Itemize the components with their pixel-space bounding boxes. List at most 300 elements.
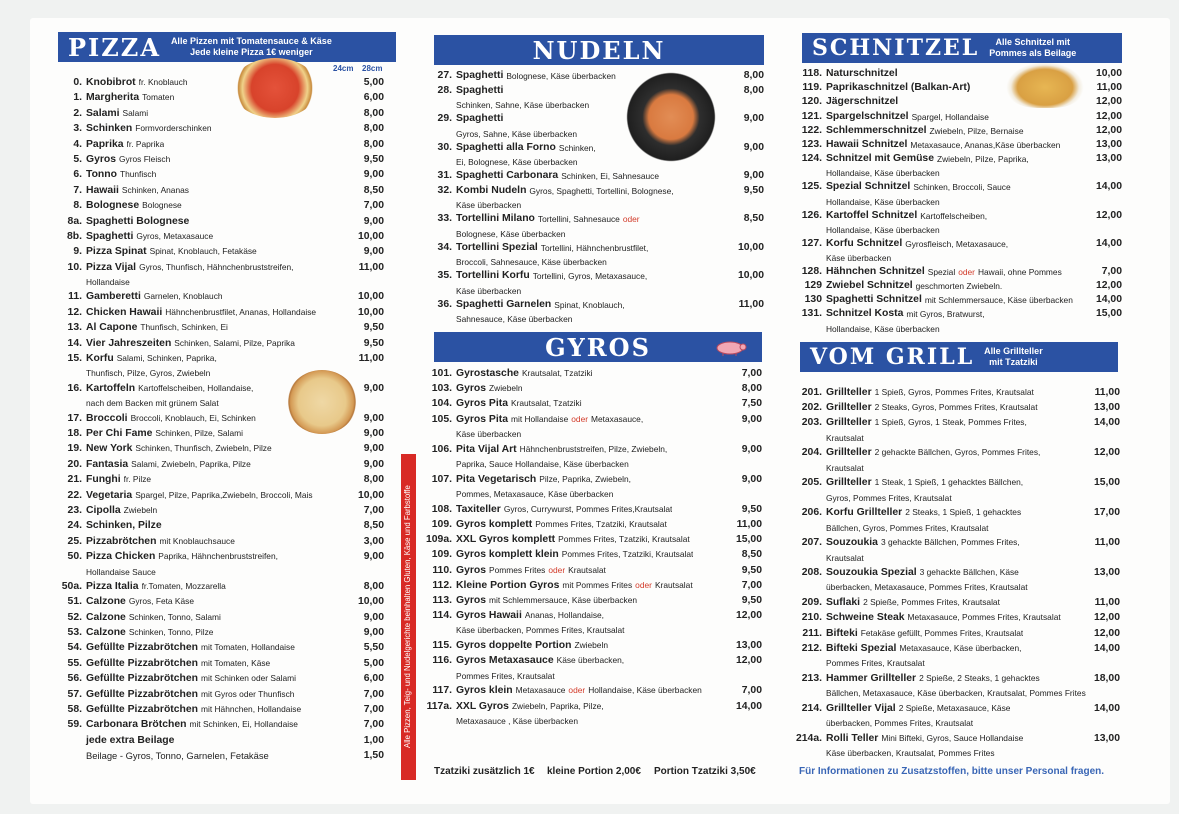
grill-item-number: 208. — [801, 567, 822, 579]
pizza-item-price: 1,50 — [363, 750, 384, 762]
pizza-title: PIZZA — [68, 32, 161, 62]
nudeln-item-name: Tortellini Milano — [456, 213, 535, 224]
schnitzel-item-description-cont: Hollandaise, Käse überbacken — [826, 168, 940, 179]
nudeln-item — [424, 112, 764, 127]
pizza-item-price: 9,00 — [363, 611, 384, 623]
schnitzel-item-name: Schnitzel Kosta — [826, 308, 904, 320]
gyros-item-price: 9,50 — [741, 503, 762, 515]
grill-item — [792, 505, 1120, 520]
nudeln-item — [424, 141, 764, 156]
pizza-item-number: 10. — [67, 261, 82, 273]
grill-item-description-cont: Bällchen, Gyros, Pommes Frites, Krautsalat — [826, 522, 989, 533]
nudeln-item-price: 8,50 — [743, 213, 764, 224]
grill-item-description-cont: Krautsalat — [826, 462, 864, 473]
pizza-item-price: 11,00 — [358, 261, 384, 273]
pizza-item-name: Salami — [86, 107, 120, 119]
grill-title: VOM GRILL — [810, 344, 975, 370]
schnitzel-item-description: Spargel, Hollandaise — [911, 111, 989, 122]
pizza-item-number: 21. — [67, 474, 82, 486]
gyros-item — [420, 683, 762, 698]
nudeln-item-description-cont: Broccoli, Sahnesauce, Käse überbacken — [456, 257, 607, 267]
pizza-item-description: mit Schinken oder Salami — [201, 673, 296, 684]
gyros-item-description-2: Krautsalat — [654, 579, 693, 590]
nudeln-item-description-cont: Käse überbacken — [456, 200, 522, 210]
pizza-item — [58, 411, 384, 426]
pizza-item-description: Tomaten — [142, 92, 175, 103]
schnitzel-item-number: 128. — [801, 265, 822, 277]
pizza-subtitle: Alle Pizzen mit Tomatensauce & Käse Jede kleine Pizza 1€ weniger — [170, 36, 332, 57]
pizza-item-description: Schinken, Thunfisch, Zwiebeln, Pilze — [135, 443, 272, 454]
schnitzel-item-price: 12,00 — [1095, 280, 1122, 292]
pizza-item — [58, 534, 384, 549]
gyros-item-price: 7,50 — [741, 398, 762, 410]
pizza-item-price: 9,00 — [363, 551, 384, 563]
nudeln-item-price: 9,00 — [743, 141, 764, 153]
gyros-item-name: Gyros — [456, 383, 487, 395]
grill-item-number: 202. — [801, 402, 822, 414]
pizza-item-number: 0. — [73, 77, 82, 88]
pizza-item-name: Gefüllte Pizzabrötchen — [86, 657, 199, 669]
pizza-item-description: Schinken, Salami, Pilze, Paprika — [174, 337, 295, 348]
schnitzel-item-number: 127. — [801, 237, 822, 249]
gyros-item-number: 112. — [432, 579, 452, 591]
gyros-item-description: Zwiebeln — [574, 640, 608, 651]
schnitzel-item-name: Paprikaschnitzel (Balkan-Art) — [826, 82, 971, 94]
pizza-item-price: 9,50 — [363, 153, 384, 165]
pizza-item-description: fr.Tomaten, Mozzarella — [141, 580, 226, 591]
pizza-item-description: Schinken, Tonno, Pilze — [128, 627, 214, 638]
pizza-item-number: 19. — [67, 443, 82, 455]
pizza-item-number: 55. — [67, 657, 82, 669]
pizza-item-name: Pizza Italia — [86, 580, 139, 592]
schnitzel-item-or: oder — [958, 266, 975, 277]
pizza-item — [58, 198, 384, 213]
pizza-item — [58, 75, 384, 90]
nudeln-item-description: Schinken, — [558, 142, 596, 153]
gyros-item-number: 105. — [431, 413, 452, 425]
nudeln-item-price: 8,00 — [743, 70, 764, 81]
gyros-item-or: oder — [568, 685, 586, 696]
pizza-item-number: 22. — [67, 489, 82, 501]
pizza-item-number: 2. — [73, 107, 82, 119]
pizza-item-description: Kartoffelscheiben, Hollandaise, — [138, 382, 254, 393]
gyros-item-description: Käse überbacken, — [556, 655, 625, 666]
grill-item-name: Grillteller Vijal — [826, 702, 896, 714]
schnitzel-item — [798, 237, 1122, 251]
gyros-item-price: 12,00 — [735, 610, 762, 622]
schnitzel-item-name: Schlemmerschnitzel — [826, 124, 927, 136]
pizza-item-name: Carbonara Brötchen — [86, 719, 187, 731]
pizza-item-description: mit Tomaten, Hollandaise — [201, 642, 295, 653]
pizza-item-name: Al Capone — [86, 322, 138, 334]
grill-item-price: 12,00 — [1093, 447, 1120, 459]
pizza-item-name: Korfu — [86, 353, 114, 365]
pizza-header — [58, 32, 396, 62]
pizza-item — [58, 671, 384, 686]
grill-item-number: 206. — [801, 507, 822, 519]
pizza-item-name: Calzone — [86, 611, 126, 623]
gyros-item-description: Metaxasauce — [515, 685, 566, 696]
nudeln-item-description-cont: Bolognese, Käse überbacken — [456, 228, 566, 239]
gyros-item — [420, 366, 762, 381]
tzatziki-portion: Portion Tzatziki 3,50€ — [654, 766, 756, 777]
pizza-item-number: 18. — [67, 427, 82, 439]
pizza-item-description: mit Knoblauchsauce — [159, 535, 235, 546]
gyros-item — [420, 578, 762, 593]
pizza-item-name: Gefüllte Pizzabrötchen — [86, 642, 199, 654]
pizza-item-price: 10,00 — [357, 596, 384, 608]
gyros-item-price: 15,00 — [735, 534, 762, 546]
schnitzel-item-name: Kartoffel Schnitzel — [826, 209, 918, 221]
pizza-item-name: Gefüllte Pizzabrötchen — [86, 704, 199, 716]
gyros-item-name: Gyros komplett klein — [456, 549, 559, 561]
pizza-item-price: 9,00 — [363, 627, 384, 639]
pizza-item-name: Schinken, Pilze — [86, 520, 162, 532]
gyros-item-description-cont: Metaxasauce , Käse überbacken — [456, 715, 578, 726]
tzatziki-small: kleine Portion 2,00€ — [547, 766, 641, 777]
gyros-item-description-cont: Pommes, Metaxasauce, Käse überbacken — [456, 488, 614, 499]
pizza-item-description-cont: Thunfisch, Pilze, Gyros, Zwiebeln — [86, 368, 211, 379]
schnitzel-item — [798, 110, 1122, 124]
pizza-item-name: Gefüllte Pizzabrötchen — [86, 673, 199, 685]
gyros-item-name: Kleine Portion Gyros — [456, 579, 560, 591]
gyros-item-number: 106. — [431, 443, 452, 455]
gyros-item-number: 107. — [431, 473, 452, 485]
gyros-item-price: 9,00 — [741, 413, 762, 425]
pizza-item-description: Gyros, Thunfisch, Hähnchenbruststreifen, — [139, 261, 294, 272]
pizza-item — [58, 610, 384, 625]
schnitzel-item — [798, 307, 1122, 321]
nudeln-item-name: Spaghetti — [456, 113, 504, 124]
pizza-item-description: Gyros, Feta Käse — [128, 596, 195, 607]
gyros-item-price: 9,00 — [741, 443, 762, 455]
grill-item — [792, 731, 1120, 746]
gyros-item-number: 109. — [431, 549, 452, 561]
pizza-item-price: 8,00 — [363, 474, 384, 486]
schnitzel-item-number: 118. — [802, 68, 822, 79]
pizza-item-price: 9,50 — [363, 337, 384, 349]
gyros-item-number: 110. — [432, 564, 452, 576]
schnitzel-item-name: Spezial Schnitzel — [826, 181, 911, 193]
pizza-item-number: 9. — [73, 246, 82, 258]
schnitzel-item-name: Hawaii Schnitzel — [826, 138, 908, 150]
gyros-item-price: 9,50 — [741, 594, 762, 606]
gyros-item-description: mit Hollandaise — [510, 413, 569, 424]
gyros-item — [420, 547, 762, 562]
gyros-item-number: 115. — [432, 640, 452, 652]
pizza-item-name: Bolognese — [86, 200, 140, 212]
grill-item-price: 13,00 — [1093, 567, 1120, 579]
pizza-item-price: 7,00 — [363, 688, 384, 700]
pizza-item-number: 4. — [73, 138, 82, 150]
grill-item-description: 2 Spieße, Pommes Frites, Krautsalat — [863, 597, 1000, 608]
pizza-item-price: 10,00 — [357, 291, 384, 303]
nudeln-item-description: Gyros, Spaghetti, Tortellini, Bolognese, — [529, 185, 674, 196]
pizza-item-description: mit Schinken, Ei, Hollandaise — [189, 719, 298, 730]
gyros-item-description: Krautsalat, Tzatziki — [521, 368, 593, 378]
nudeln-item-name: Spaghetti — [456, 84, 504, 96]
schnitzel-item-price: 14,00 — [1095, 181, 1122, 193]
gyros-item-description-cont: Pommes Frites, Krautsalat — [456, 670, 555, 681]
schnitzel-item-number: 124. — [801, 153, 822, 165]
pizza-item — [58, 518, 384, 533]
grill-item-number: 212. — [801, 642, 822, 654]
pizza-item-description: Salami — [122, 107, 149, 118]
pizza-item-number: 7. — [73, 184, 82, 196]
grill-item-name: Souzoukia Spezial — [826, 567, 917, 579]
nudeln-item-number: 33. — [437, 213, 452, 224]
pizza-item-description: Bolognese — [142, 200, 182, 211]
pizza-item-description: mit Tomaten, Käse — [201, 657, 271, 668]
schnitzel-item-price: 10,00 — [1095, 68, 1122, 79]
gyros-item-price: 13,00 — [735, 640, 762, 652]
nudeln-item-number: 27. — [437, 70, 452, 81]
grill-subtitle: Alle Grillteller mit Tzatziki — [984, 346, 1043, 367]
pizza-item-price: 8,00 — [363, 107, 384, 119]
grill-item-price: 12,00 — [1093, 612, 1120, 624]
grill-item-description-cont: Bällchen, Metaxasauce, Käse überbacken, Krautsalat, Pommes Frites — [826, 688, 1086, 699]
schnitzel-item — [798, 265, 1122, 279]
schnitzel-item-description-cont: Hollandaise, Käse überbacken — [826, 224, 940, 235]
gyros-item-price: 9,00 — [741, 473, 762, 485]
gyros-item-number: 117a. — [426, 700, 452, 712]
pizza-item — [58, 244, 384, 259]
nudeln-item — [424, 169, 764, 184]
gyros-item-or: oder — [571, 413, 589, 424]
gyros-item — [420, 563, 762, 578]
pizza-item-number: 8b. — [66, 230, 82, 242]
nudeln-list — [424, 69, 764, 326]
schnitzel-item-description-2: Hawaii, ohne Pommes — [977, 266, 1062, 277]
nudeln-item-description-cont: Ei, Bolognese, Käse überbacken — [456, 157, 578, 167]
pizza-item-number: 25. — [67, 535, 82, 547]
grill-item-description-cont: Käse überbacken, Krautsalat, Pommes Frites — [826, 747, 995, 758]
grill-item-description-cont: überbacken, Metaxasauce, Pommes Frites, Krautsalat — [826, 582, 1028, 593]
pizza-item — [58, 733, 384, 748]
gyros-item-number: 104. — [431, 398, 452, 410]
nudeln-item-name: Spaghetti Carbonara — [456, 170, 559, 181]
grill-item-name: Grillteller — [826, 417, 872, 429]
schnitzel-item — [798, 67, 1122, 81]
pizza-item-name: Fantasia — [86, 458, 129, 470]
gyros-item-price: 7,00 — [741, 685, 762, 697]
gyros-item-price: 9,50 — [741, 564, 762, 576]
schnitzel-item-number: 126. — [801, 209, 822, 221]
gyros-item-name: Gyros — [456, 564, 487, 576]
pizza-item-description: Schinken, Pilze, Salami — [155, 427, 243, 438]
schnitzel-item — [798, 293, 1122, 307]
gyros-item — [420, 593, 762, 608]
gyros-item-description: Zwiebeln — [489, 383, 523, 394]
gyros-item-description-cont: Käse überbacken — [456, 428, 522, 439]
pizza-item-price: 9,00 — [363, 427, 384, 439]
grill-item-description: 2 Steaks, Gyros, Pommes Frites, Krautsalat — [874, 402, 1038, 413]
gyros-item-name: Taxiteller — [456, 503, 501, 515]
pizza-item-description: Zwiebeln — [123, 504, 158, 515]
schnitzel-item-description: Gyrosfleisch, Metaxasauce, — [905, 238, 1009, 249]
nudeln-item-number: 31. — [437, 170, 452, 181]
pizza-item-number: 58. — [67, 704, 82, 716]
schnitzel-item-description: mit Gyros, Bratwurst, — [906, 309, 985, 320]
pizza-item-price: 6,00 — [363, 92, 384, 104]
pizza-item-price: 9,00 — [363, 382, 384, 394]
pizza-item-description: fr. Pilze — [123, 474, 152, 485]
pizza-item — [58, 625, 384, 640]
nudeln-item-name: Tortellini Spezial — [456, 241, 538, 253]
pizza-item-number: 23. — [67, 504, 82, 516]
pizza-item-number: 17. — [67, 412, 82, 424]
pizza-item-number: 3. — [73, 123, 82, 135]
pizza-item-price: 7,00 — [363, 719, 384, 731]
pizza-item-name: Spaghetti Bolognese — [86, 215, 190, 227]
nudeln-item-price: 10,00 — [737, 241, 764, 253]
nudeln-item-number: 34. — [437, 241, 452, 253]
grill-item-description-cont: Gyros, Pommes Frites, Krautsalat — [826, 492, 952, 503]
pizza-item-description: mit Gyros oder Thunfisch — [201, 688, 295, 699]
pizza-item — [58, 717, 384, 732]
pizza-item-name: Spaghetti — [86, 230, 134, 242]
grill-item — [792, 565, 1120, 580]
grill-item-number: 209. — [801, 597, 822, 609]
pizza-item-number: 14. — [67, 337, 82, 349]
pizza-item-description: Hähnchenbrustfilet, Ananas, Hollandaise — [165, 306, 317, 317]
grill-item — [792, 445, 1120, 460]
grill-item-number: 204. — [801, 447, 822, 459]
schnitzel-item-name: Spaghetti Schnitzel — [826, 294, 922, 306]
gyros-item-number: 103. — [431, 383, 452, 395]
schnitzel-item-description-cont: Käse überbacken — [826, 252, 892, 263]
nudeln-item-number: 35. — [437, 270, 452, 281]
nudeln-item-number: 36. — [437, 298, 452, 310]
pizza-item — [58, 289, 384, 304]
grill-item-description: 1 Spieß, Gyros, 1 Steak, Pommes Frites, — [874, 417, 1027, 428]
gyros-item-name: XXL Gyros — [456, 700, 509, 712]
grill-item-price: 11,00 — [1094, 597, 1120, 609]
pizza-item-number: 57. — [67, 688, 82, 700]
schnitzel-item-number: 123. — [801, 138, 822, 150]
nudeln-header — [434, 35, 764, 65]
gyros-item-price: 7,00 — [741, 579, 762, 591]
pizza-item-price: 10,00 — [357, 489, 384, 501]
pizza-item-name: jede extra Beilage — [86, 734, 175, 746]
schnitzel-item-description: geschmorten Zwiebeln. — [915, 281, 1003, 292]
schnitzel-item — [798, 95, 1122, 109]
pizza-item-price: 8,00 — [363, 138, 384, 150]
grill-item-description: Metaxasauce, Pommes Frites, Krautsalat — [907, 612, 1061, 623]
pizza-item-price: 9,00 — [363, 458, 384, 470]
gyros-item-name: Gyros klein — [456, 685, 513, 697]
pizza-item-number: 51. — [67, 596, 82, 608]
schnitzel-list — [798, 67, 1122, 336]
grill-item-name: Rolli Teller — [826, 732, 879, 744]
grill-item-price: 17,00 — [1093, 507, 1120, 519]
schnitzel-item-number: 121. — [801, 110, 822, 122]
gyros-item-description: Pommes Frites, Tzatziki, Krautsalat — [558, 534, 690, 545]
nudeln-item-name: Spaghetti alla Forno — [456, 141, 556, 153]
pizza-item — [58, 687, 384, 702]
nudeln-item-name: Tortellini Korfu — [456, 270, 530, 281]
grill-item-price: 11,00 — [1094, 387, 1120, 398]
gyros-item-description-cont: Paprika, Sauce Hollandaise, Käse überbacken — [456, 458, 629, 469]
gyros-item-description-2: Hollandaise, Käse überbacken — [588, 685, 702, 696]
grill-item — [792, 400, 1120, 415]
gyros-item — [420, 442, 762, 457]
nudeln-item — [424, 84, 764, 99]
schnitzel-item-price: 7,00 — [1101, 265, 1122, 277]
grill-item-name: Schweine Steak — [826, 612, 905, 624]
pizza-item — [58, 426, 384, 441]
grill-item-number: 214. — [801, 702, 822, 714]
pizza-item-description: Gyros Fleisch — [119, 153, 171, 164]
pizza-item-price: 7,00 — [363, 704, 384, 716]
schnitzel-item-price: 12,00 — [1095, 96, 1122, 108]
grill-item — [792, 701, 1120, 716]
gyros-list — [420, 366, 762, 729]
gyros-item-description: Krautsalat, Tzatziki — [510, 398, 582, 409]
pizza-item-name: Pizza Spinat — [86, 246, 147, 258]
pizza-item-price: 9,50 — [363, 322, 384, 334]
schnitzel-item-price: 13,00 — [1095, 153, 1122, 165]
pizza-item-number: 52. — [67, 611, 82, 623]
schnitzel-item-price: 12,00 — [1095, 110, 1122, 122]
grill-item-description-cont: Pommes Frites, Krautsalat — [826, 658, 925, 669]
pizza-item-number: 24. — [67, 520, 82, 532]
grill-item-name: Bifteki Spezial — [826, 642, 897, 654]
pizza-item — [58, 167, 384, 182]
grill-item-price: 14,00 — [1093, 642, 1120, 654]
pizza-item-name: Pizza Vijal — [86, 261, 137, 273]
gyros-item-name: Gyros Pita — [456, 413, 508, 425]
nudeln-item-name: Spaghetti — [456, 70, 504, 81]
pizza-item-price: 10,00 — [357, 306, 384, 318]
pizza-item — [58, 457, 384, 472]
pizza-item-description: mit Hähnchen, Hollandaise — [201, 704, 302, 715]
pizza-item-name: Paprika — [86, 138, 124, 150]
gyros-item-price: 7,00 — [741, 368, 762, 379]
schnitzel-item-price: 11,00 — [1096, 82, 1122, 94]
pizza-item-number: 59. — [67, 719, 82, 731]
pizza-item — [58, 472, 384, 487]
pizza-item — [58, 579, 384, 594]
grill-item-price: 14,00 — [1093, 417, 1120, 429]
pizza-item-price: 9,00 — [363, 443, 384, 455]
nudeln-item — [424, 212, 764, 227]
grill-item-description: 1 Spieß, Gyros, Pommes Frites, Krautsalat — [874, 387, 1034, 397]
pizza-item-number: 6. — [73, 169, 82, 181]
pizza-size-large: 28cm — [362, 64, 383, 73]
schnitzel-header — [802, 33, 1122, 63]
pizza-item-number: 13. — [67, 322, 82, 334]
nudeln-item-or: oder — [622, 214, 640, 224]
schnitzel-item-name: Spargelschnitzel — [826, 110, 909, 122]
nudeln-item — [424, 269, 764, 284]
gyros-item-price: 12,00 — [735, 655, 762, 667]
pizza-item-number: 5. — [73, 153, 82, 165]
gyros-item-number: 117. — [432, 685, 452, 697]
pizza-item-name: Calzone — [86, 627, 126, 639]
schnitzel-item-price: 12,00 — [1095, 209, 1122, 221]
pizza-item-name: New York — [86, 443, 133, 455]
tzatziki-extra: Tzatziki zusätzlich 1€ — [434, 766, 535, 777]
nudeln-item-number: 29. — [437, 113, 452, 124]
pizza-item — [58, 351, 384, 366]
grill-item-price: 13,00 — [1093, 732, 1120, 744]
grill-item-number: 201. — [801, 387, 822, 398]
schnitzel-item-name: Hähnchen Schnitzel — [826, 265, 925, 277]
pizza-item — [58, 229, 384, 244]
pizza-item-description: Salami, Schinken, Paprika, — [116, 353, 217, 364]
schnitzel-item-name: Korfu Schnitzel — [826, 237, 903, 249]
